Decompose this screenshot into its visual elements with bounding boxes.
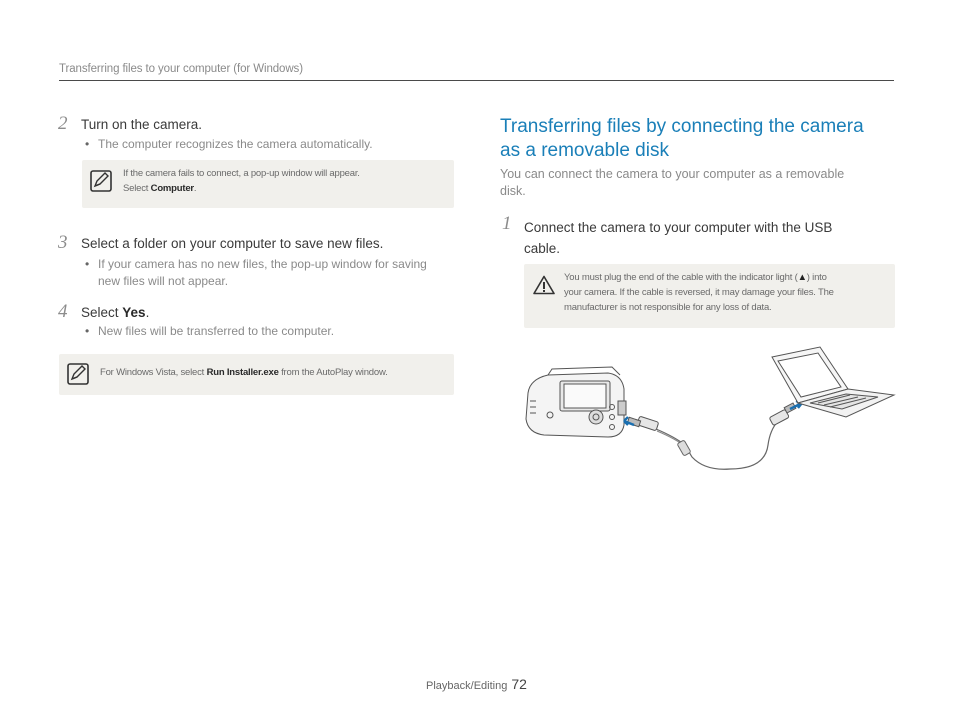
warning-text (564, 270, 889, 315)
step-1-text (524, 217, 894, 259)
note-vista-post: from the AutoPlay window. (278, 367, 388, 378)
indicator-light-symbol: ▲ (797, 272, 807, 283)
page-breadcrumb: Transferring files to your computer (for Windows) (59, 63, 894, 81)
section-intro (500, 166, 895, 200)
note-line-2-post: . (193, 183, 197, 194)
section-title (500, 115, 900, 163)
step-1-text-line-1: Connect the camera to your computer with the USB (524, 220, 833, 235)
ferrite-core (677, 440, 691, 456)
warning-line-3: manufacturer is not responsible for any loss of data. (564, 302, 772, 313)
section-intro-line-2: disk. (500, 184, 526, 198)
note-line-1: If the camera fails to connect, a pop-up window will appear. (123, 168, 360, 179)
note-text-vista (100, 365, 450, 380)
note-line-2 (123, 181, 443, 196)
section-title-line-2: as a removable disk (500, 140, 669, 161)
step-4-text-pre: Select (81, 305, 123, 320)
warning-triangle-icon (533, 275, 555, 295)
footer-section-label: Playback/Editing (426, 680, 508, 692)
warning-line-1-post: ) into (806, 272, 827, 283)
step-3-text: Select a folder on your computer to save new files. (81, 236, 384, 251)
note-text-connect (123, 166, 443, 196)
usb-plug-laptop-icon (769, 403, 796, 426)
step-3-bullet (82, 256, 427, 290)
note-line-2-pre: Select (123, 183, 151, 194)
step-4-yes-label: Yes (122, 305, 146, 320)
usb-cable (656, 415, 784, 469)
note-pencil-icon (90, 170, 112, 192)
step-2-text: Turn on the camera. (81, 117, 203, 132)
step-number-4: 4 (58, 301, 68, 322)
step-3-bullet-line-1: • If your camera has no new files, the pop-up window for saving (98, 257, 427, 271)
note-run-installer-label: Run Installer.exe (206, 367, 279, 378)
note-box-connect (82, 160, 454, 208)
step-number-2: 2 (58, 113, 68, 134)
camera-usb-laptop-illustration (520, 345, 900, 480)
camera-icon (526, 367, 626, 437)
step-3-bullet-line-2: new files will not appear. (98, 274, 229, 288)
step-1-text-line-2: cable. (524, 241, 561, 256)
warning-line-1 (564, 270, 889, 285)
page-footer (426, 676, 527, 692)
step-4-text (81, 305, 149, 320)
step-4-bullet: • New files will be transferred to the computer. (82, 323, 334, 340)
warning-line-2: your camera. If the cable is reversed, it may damage your files. The (564, 287, 834, 298)
page-number: 72 (511, 676, 527, 692)
warning-line-1-pre: You must plug the end of the cable with the indicator light ( (564, 272, 798, 283)
warning-box (524, 264, 895, 328)
step-4-text-post: . (145, 305, 150, 320)
note-pencil-icon (67, 363, 89, 385)
step-number-3: 3 (58, 232, 68, 253)
section-title-line-1: Transferring files by connecting the camera (500, 116, 864, 137)
note-computer-label: Computer (150, 183, 194, 194)
step-number-1: 1 (502, 213, 512, 234)
section-intro-line-1: You can connect the camera to your computer as a removable (500, 167, 845, 181)
step-2-bullet: • The computer recognizes the camera automatically. (82, 136, 373, 153)
note-vista-pre: For Windows Vista, select (100, 367, 207, 378)
note-box-vista (59, 354, 454, 395)
